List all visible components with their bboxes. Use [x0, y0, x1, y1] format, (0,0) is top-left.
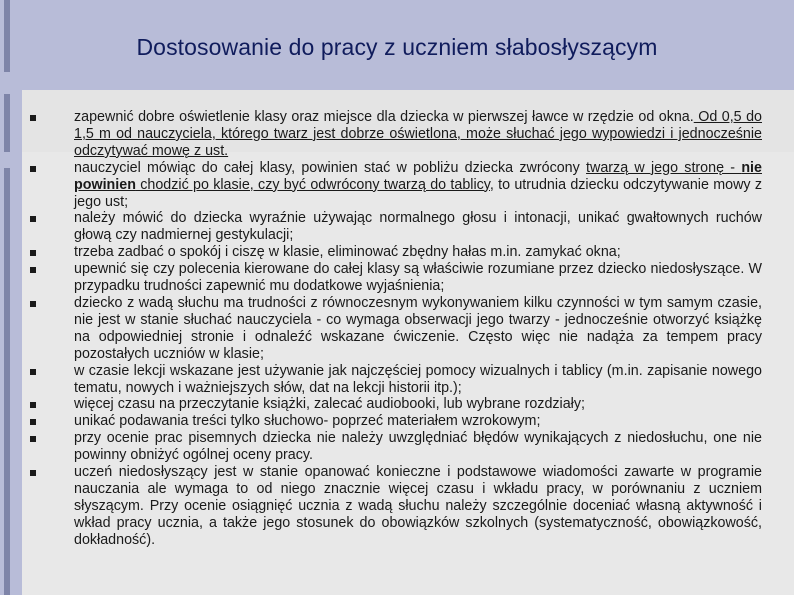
list-item-text: więcej czasu na przeczytanie książki, zalecać audiobooki, lub wybrane rozdziały; [74, 396, 585, 413]
list-item-text: przy ocenie prac pisemnych dziecka nie należy uwzględniać błędów wynikających z niedosłuchu, one nie powinny obniżyć ogólnej oceny pracy. [74, 430, 762, 464]
bullet-icon [30, 250, 36, 256]
list-item-text: dziecko z wadą słuchu ma trudności z równoczesnym wykonywaniem kilku czynności w tym samym czasie, nie jest w stanie słuchać nauczyciela - co wymaga obserwacji jego twarzy - jednocześnie otworzyć książkę na odpowiedniej stronie i odnaleźć wskazane ćwiczenie. Często więc nie nadąża za tempem pracy pozostałych uczniów w klasie; [74, 294, 762, 362]
list-item [22, 261, 762, 295]
list-item [22, 430, 762, 464]
bullet-icon [30, 115, 36, 121]
list-item-text: trzeba zadbać o spokój i ciszę w klasie, eliminować zbędny hałas m.in. zamykać okna; [74, 244, 621, 261]
list-item-text: zapewnić dobre oświetlenie klasy oraz miejsce dla dziecka w pierwszej ławce w rzędzie od okna. [74, 109, 694, 125]
list-item [22, 464, 762, 549]
list-item-text-underlined: chodzić po klasie, czy być odwrócony twarzą do tablicy, [135, 176, 494, 193]
bullet-icon [30, 369, 36, 375]
slide-title: Dostosowanie do pracy z uczniem słabosłyszącym [136, 34, 658, 60]
bullet-icon [30, 419, 36, 425]
side-accent-bar [4, 168, 10, 595]
list-item [22, 210, 762, 244]
list-item-text-underlined: twarzą w jego stronę - [586, 159, 742, 176]
bullet-icon [30, 166, 36, 172]
list-item [22, 295, 762, 363]
list-item-text: nauczyciel mówiąc do całej klasy, powinien stać w pobliżu dziecka zwrócony [74, 159, 587, 176]
list-item-text: należy mówić do dziecka wyraźnie używając normalnego głosu i intonacji, unikać gwałtownych ruchów głową czy nadmiernej gestykulacji; [74, 210, 762, 244]
list-item [22, 109, 762, 160]
list-item [22, 160, 762, 211]
bullet-icon [30, 402, 36, 408]
list-item-text: w czasie lekcji wskazane jest używanie jak najczęściej pomocy wizualnych i tablicy (m.in. zapisanie nowego tematu, nowych i ważniejszych słów, dat na lekcji historii itp.); [74, 362, 762, 396]
bullet-icon [30, 436, 36, 442]
list-item [22, 244, 762, 261]
list-item-text: to utrudnia dziecku odczytywanie mowy z jego ust; [74, 176, 762, 210]
list-item-text-underlined: Od 0,5 do 1,5 m od nauczyciela, którego twarz jest dobrze oświetlona, może słuchać jego wypowiedzi i jednocześnie odczytywać mowę z ust. [74, 109, 762, 159]
list-item-text: uczeń niedosłyszący jest w stanie opanować konieczne i podstawowe wiadomości zawarte w programie nauczania ale wymaga to od niego znacznie więcej czasu i wkładu pracy, w porównaniu z uczniem słyszącym. Przy ocenie osiągnięć ucznia z wadą słuchu należy szczególnie doceniać własną aktywność i wkład pracy ucznia, a także jego stosunek do obowiązków szkolnych (systematyczność, obowiązkowość, dokładność). [74, 464, 762, 548]
list-item [22, 396, 762, 413]
bullet-icon [30, 301, 36, 307]
side-accent-bar [4, 94, 10, 152]
bullet-icon [30, 216, 36, 222]
list-item-text-bold: nie powinien [74, 159, 762, 193]
list-item-text: unikać podawania treści tylko słuchowo- poprzeć materiałem wzrokowym; [74, 413, 541, 430]
list-item [22, 413, 762, 430]
list-item [22, 363, 762, 397]
list-item-text: upewnić się czy polecenia kierowane do całej klasy są właściwie rozumiane przez dziecko niedosłyszące. W przypadku trudności zapewnić mu dodatkowe wyjaśnienia; [74, 261, 762, 295]
bullet-list [22, 109, 762, 549]
bullet-icon [30, 470, 36, 476]
bullet-icon [30, 267, 36, 273]
